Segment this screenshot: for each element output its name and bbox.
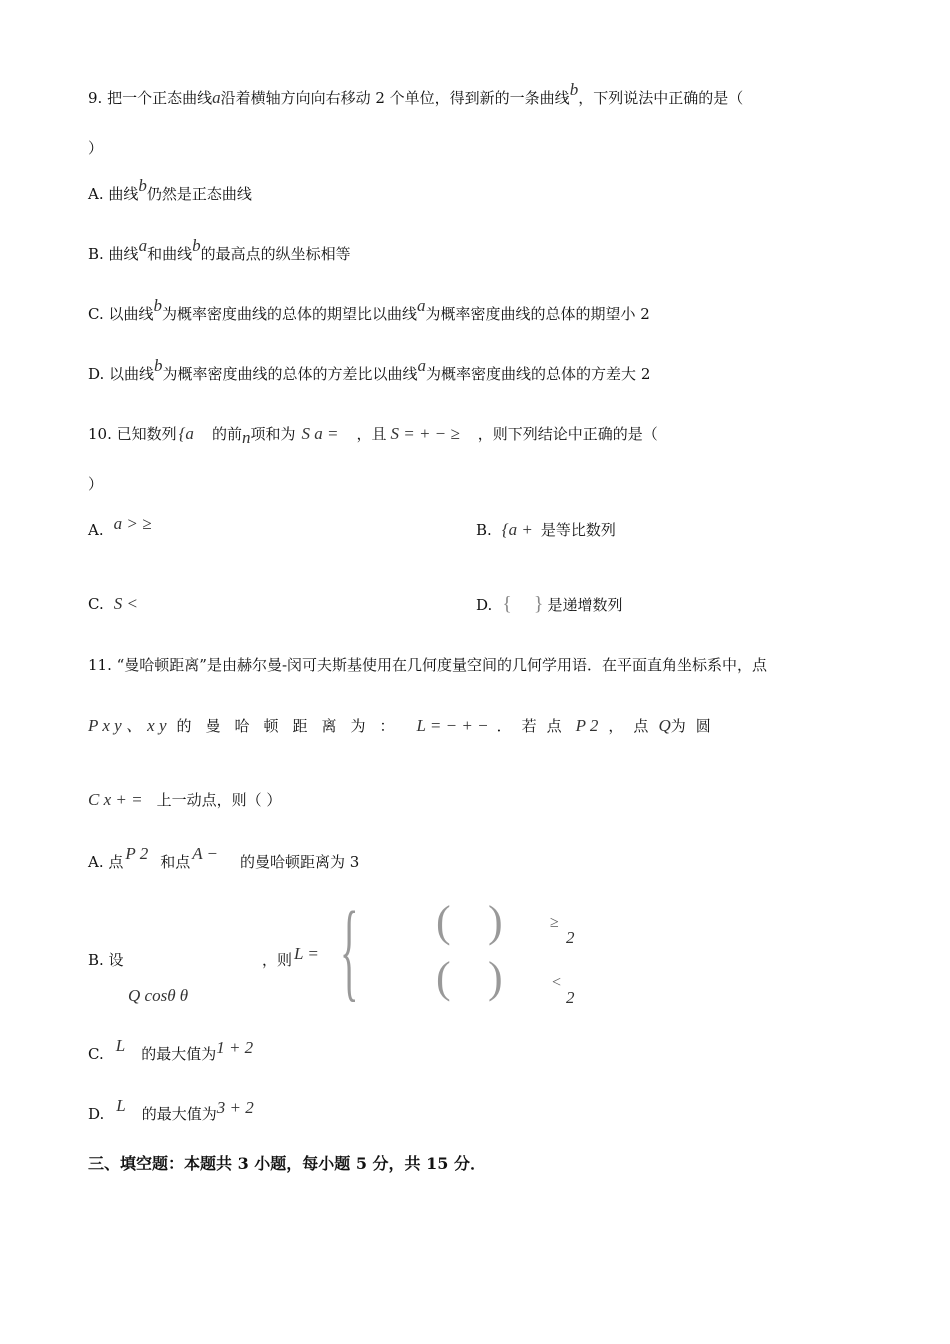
paren-left-top: ( (436, 897, 451, 946)
q11-option-b-then: ，则 L = (262, 944, 319, 969)
paren-left-bottom: ( (436, 953, 451, 1002)
section-heading: 三、填空题：本题共 3 小题，每小题 5 分，共 15 分． (88, 1154, 486, 1173)
q11-option-c: C. L 的最大值为1 + 2 (88, 1036, 254, 1063)
q9-option-c: C. 以曲线b为概率密度曲线的总体的期望比以曲线a为概率密度曲线的总体的期望小 2 (88, 296, 650, 323)
var-b: b (569, 80, 579, 99)
q10-option-d: D. { } 是递增数列 (476, 593, 623, 615)
paren-right-top: ) (488, 897, 503, 946)
q11-stem-line3: C x + = 上一动点，则（ ） (88, 790, 282, 809)
q11-stem-line2: P x y 、 x y 的曼哈顿距离为： L = − + − ．若点 P 2 ，点Q为圆 (88, 716, 721, 735)
q11-stem: 11. “曼哈顿距离”是由赫尔曼-闵可夫斯基使用在几何度量空间的几何学用语．在平面直角坐标系中，点 (88, 656, 768, 674)
q11-option-b-param: Q cosθ θ (128, 986, 189, 1005)
piecewise-brace: { (340, 889, 359, 1011)
q10-option-c: C. S < (88, 594, 138, 613)
piecewise-two-top: 2 (566, 928, 575, 947)
paren-right-bottom: ) (488, 953, 503, 1002)
q9-option-a: A. 曲线b仍然是正态曲线 (88, 176, 252, 203)
piecewise-cond-top: ≥ (550, 914, 559, 931)
q11-option-a: A. 点 P 2 和点 A − 的曼哈顿距离为 3 (88, 844, 360, 871)
q11-option-d: D. L 的最大值为3 + 2 (88, 1096, 254, 1123)
q10-option-a: A. a > ≥ (88, 514, 152, 539)
q9-option-b: B. 曲线a和曲线b的最高点的纵坐标相等 (88, 236, 351, 263)
q9-option-d: D. 以曲线b为概率密度曲线的总体的方差比以曲线a为概率密度曲线的总体的方差大 2 (88, 356, 651, 383)
piecewise-cond-bottom: < (552, 974, 562, 991)
q11-option-b-label: B. 设 (88, 951, 124, 969)
q10-stem-close: ） (88, 475, 104, 493)
q10-option-b: B. {a + 是等比数列 (476, 520, 616, 539)
q10-stem: 10. 已知数列 {a 的前n项和为 S a = ，且 S = + − ≥ ，则下列结论中正确的是（ (88, 424, 658, 447)
piecewise-two-bottom: 2 (566, 988, 575, 1007)
var-a: a (212, 88, 221, 107)
q9-stem: 9. 把一个正态曲线a沿着横轴方向向右移动 2 个单位，得到新的一条曲线b，下列说法中正确的是（ (88, 80, 744, 107)
q9-stem-close: ） (88, 139, 104, 157)
